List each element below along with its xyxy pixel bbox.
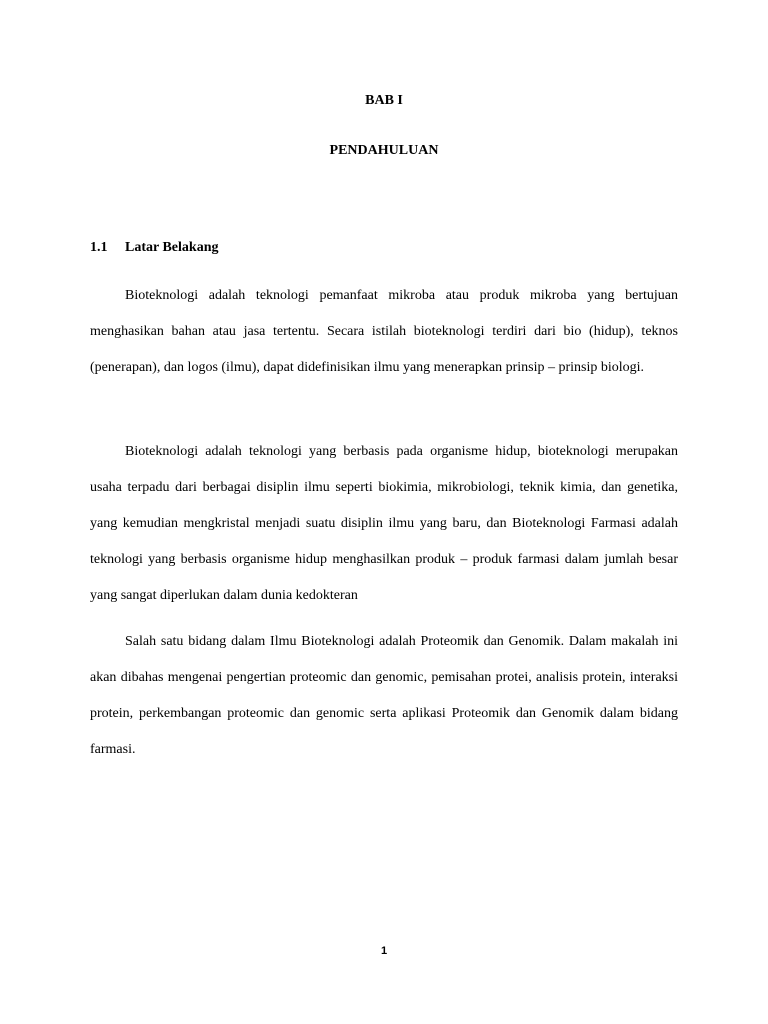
page-number: 1: [380, 945, 388, 957]
section-number: 1.1: [90, 240, 108, 255]
chapter-number: BAB I: [365, 93, 403, 108]
paragraph-2: Bioteknologi adalah teknologi yang berbasis pada organisme hidup, bioteknologi merupakan usaha terpadu dari berbagai disiplin ilmu seperti biokimia, mikrobiologi, teknik kimia, dan genetika, yang kemudian mengkristal menjadi suatu disiplin ilmu yang baru, dan Bioteknologi Farmasi adalah teknologi yang berbasis organisme hidup menghasilkan produk – produk farmasi dalam jumlah besar yang sangat diperlukan dalam dunia kedokteran: [90, 444, 678, 603]
chapter-title: PENDAHULUAN: [329, 143, 439, 158]
paragraph-1: Bioteknologi adalah teknologi pemanfaat mikroba atau produk mikroba yang bertujuan menghasikan bahan atau jasa tertentu. Secara istilah bioteknologi terdiri dari bio (hidup), teknos (penerapan), dan logos (ilmu), dapat didefinisikan ilmu yang menerapkan prinsip – prinsip biologi.: [90, 288, 678, 375]
paragraph-3: Salah satu bidang dalam Ilmu Bioteknologi adalah Proteomik dan Genomik. Dalam makalah ini akan dibahas mengenai pengertian proteomic dan genomic, pemisahan protei, analisis protein, interaksi protein, perkembangan proteomic dan genomic serta aplikasi Proteomik dan Genomik dalam bidang farmasi.: [90, 634, 678, 757]
section-title: Latar Belakang: [125, 240, 219, 255]
section-heading: [90, 240, 218, 256]
